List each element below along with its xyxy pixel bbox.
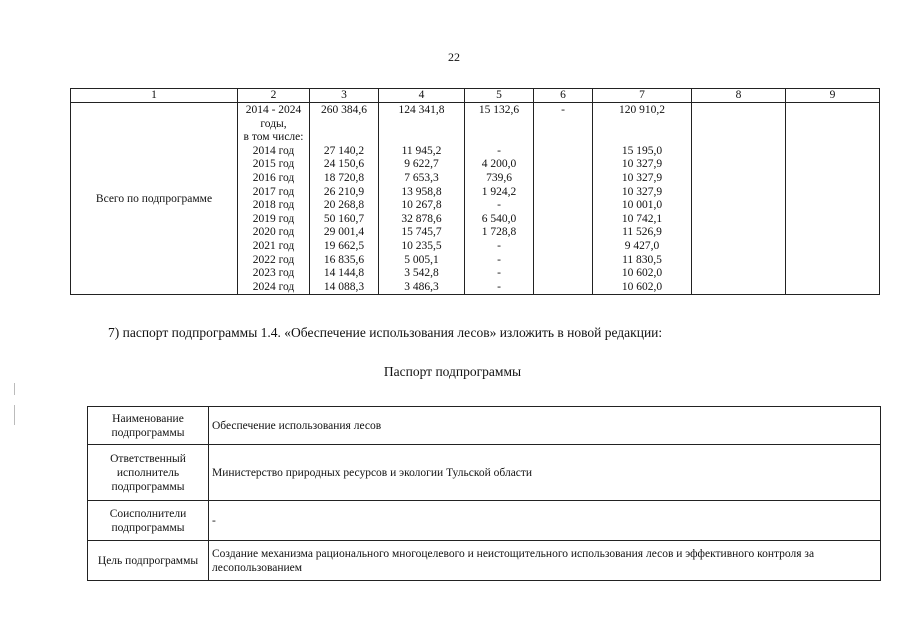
column-header: 1 [71,89,238,103]
passport-label [88,541,209,581]
col4-cell [379,103,465,295]
passport-row [88,501,881,541]
passport-value: Создание механизма рационального многоцелевого и неистощительного использования лесов и эффективного контроля за лесопользованием [209,541,881,581]
year-label: 2017 год [252,185,295,198]
total-value: 15 132,6 [478,104,520,116]
passport-value: - [209,501,881,541]
year-value: - [497,144,501,157]
passport-title: Паспорт подпрограммы [383,364,522,379]
column-header: 2 [238,89,310,103]
year-value: 16 835,6 [323,253,365,266]
year-value: 11 526,9 [622,226,662,239]
amendment-paragraph: 7) паспорт подпрограммы 1.4. «Обеспечение использования лесов» изложить в новой редакции: [108,325,663,340]
year-value: 5 005,1 [404,253,439,266]
year-value: 32 878,6 [401,212,442,225]
year-value: 19 662,5 [323,239,365,252]
year-value: 1 728,8 [481,226,517,239]
year-value: - [497,280,501,293]
scan-mark [14,405,15,425]
year-label: 2019 год [252,212,295,225]
label-line: подпрограммы [111,426,185,439]
year-value: 10 001,0 [621,199,663,212]
year-value: 10 327,9 [621,185,663,198]
passport-value: Министерство природных ресурсов и экологии Тульской области [209,445,881,501]
col5-cell [465,103,534,295]
year-value: 15 745,7 [401,226,442,239]
year-value: - [497,199,501,212]
year-value: 13 958,8 [401,185,442,198]
year-value: 27 140,2 [323,144,365,157]
spacer [465,118,533,132]
label-line: подпрограммы [111,521,185,534]
col7-cell [593,103,692,295]
year-value: 10 742,1 [621,212,663,225]
year-value: 50 160,7 [323,212,365,225]
total-value: - [561,104,565,116]
year-label: 2016 год [252,171,295,184]
year-value: 10 327,9 [621,171,663,184]
year-value: 10 267,8 [401,199,442,212]
period-label-line: в том числе: [243,131,304,144]
scan-mark [14,383,15,395]
year-value: - [497,267,501,280]
passport-label [88,407,209,445]
passport-row [88,541,881,581]
year-value: 4 200,0 [481,158,517,171]
label-line: Соисполнители [109,507,187,520]
year-value: 11 945,2 [401,144,442,157]
column-header: 8 [692,89,786,103]
year-label: 2021 год [252,239,295,252]
column-header: 4 [379,89,465,103]
label-line: Наименование [112,412,184,425]
passport-row [88,445,881,501]
column-header: 7 [593,89,692,103]
column-header: 5 [465,89,534,103]
year-value: 739,6 [486,171,512,184]
year-value: 3 486,3 [404,280,439,293]
page-number: 22 [448,50,460,64]
spacer [593,118,691,132]
total-value: 260 384,6 [321,104,367,116]
year-value: - [497,239,501,252]
year-value: - [497,253,501,266]
total-value: 124 341,8 [398,104,445,116]
year-label: 2023 год [252,267,295,280]
year-value: 11 830,5 [622,253,662,266]
total-value: 120 910,2 [619,104,665,116]
year-value: 14 088,3 [323,280,365,293]
year-label: 2014 год [252,144,295,157]
col8-cell [692,103,786,295]
year-value: 29 001,4 [323,226,365,239]
year-label: 2024 год [252,280,295,293]
year-value: 14 144,8 [323,267,365,280]
finance-table-body-row [71,103,880,295]
period-label-line: годы, [260,117,287,130]
passport-label [88,445,209,501]
year-value: 9 427,0 [624,239,660,252]
col6-cell [534,103,593,295]
passport-label [88,501,209,541]
year-value: 18 720,8 [323,171,365,184]
year-value: 10 235,5 [401,239,442,252]
spacer [593,131,691,145]
year-value: 24 150,6 [323,158,365,171]
year-value: 20 268,8 [323,199,365,212]
column-header: 9 [786,89,880,103]
year-value: 3 542,8 [404,267,439,280]
row-label: Всего по подпрограмме [71,103,238,295]
year-value: 9 622,7 [404,158,439,171]
column-header: 3 [310,89,379,103]
passport-value: Обеспечение использования лесов [209,407,881,445]
passport-row [88,407,881,445]
spacer [379,118,464,132]
passport-table [87,406,881,581]
label-line: исполнитель [116,466,180,479]
year-value: 7 653,3 [404,171,439,184]
finance-table [70,88,880,295]
year-label: 2018 год [252,199,295,212]
year-label: 2020 год [252,226,295,239]
spacer [465,131,533,145]
year-value: 10 602,0 [621,280,663,293]
year-label: 2022 год [252,253,295,266]
period-cell [238,103,310,295]
finance-table-header-row [71,89,880,103]
year-label: 2015 год [252,158,295,171]
col3-cell [310,103,379,295]
year-value: 15 195,0 [621,144,663,157]
year-value: 26 210,9 [323,185,365,198]
year-value: 10 602,0 [621,267,663,280]
year-value: 10 327,9 [621,158,663,171]
label-line: Цель подпрограммы [97,554,199,567]
label-line: подпрограммы [111,480,185,493]
label-line: Ответственный [110,452,186,465]
spacer [310,131,378,145]
col9-cell [786,103,880,295]
year-value: 6 540,0 [481,212,517,225]
year-value: 1 924,2 [481,185,517,198]
column-header: 6 [534,89,593,103]
spacer [379,131,464,145]
spacer [310,118,378,132]
period-label-line: 2014 - 2024 [245,104,302,116]
